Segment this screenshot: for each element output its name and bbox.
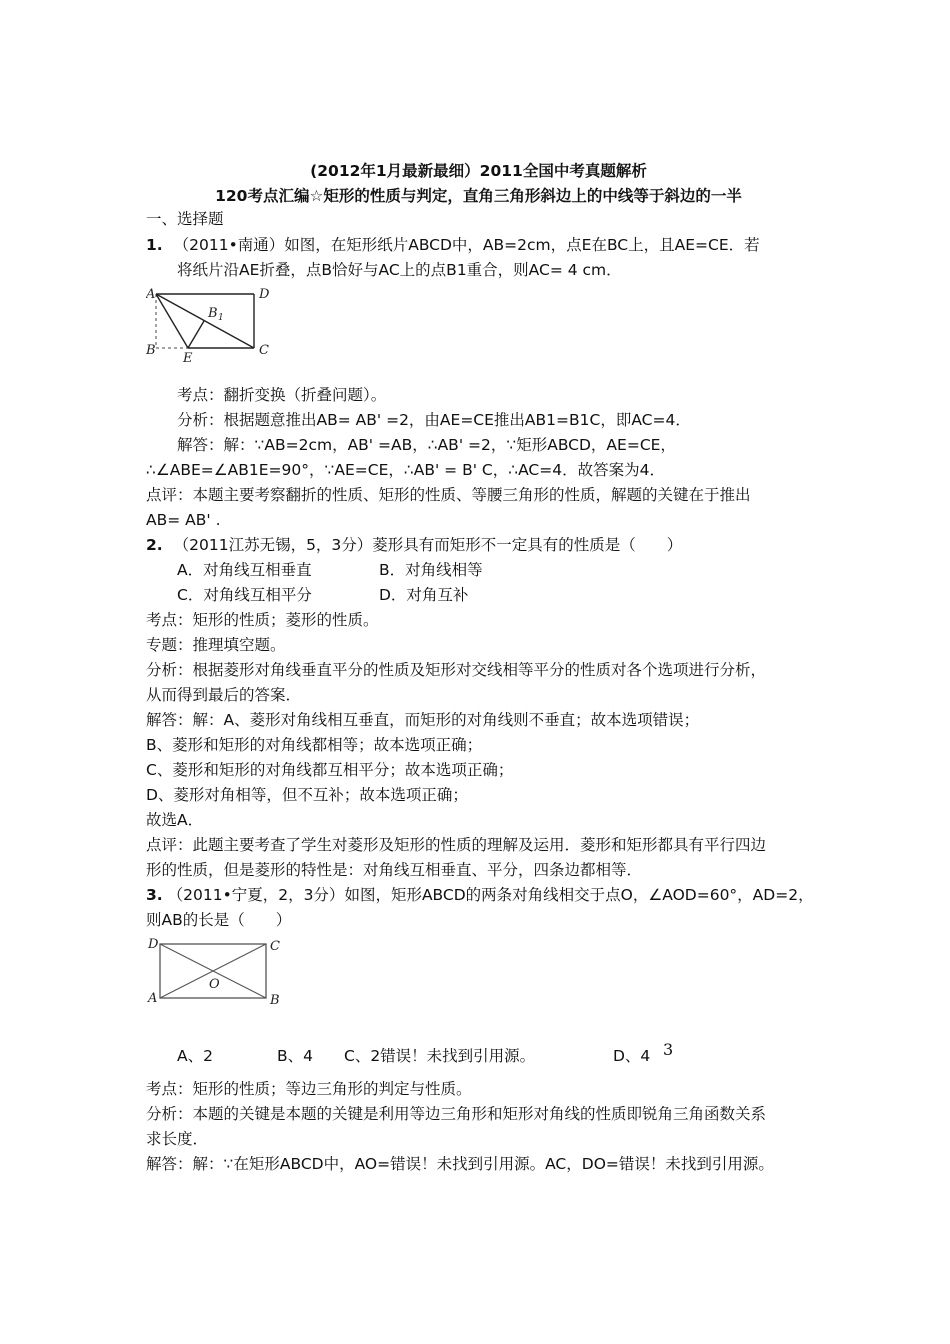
q3-option-b: B、4 <box>277 1047 313 1065</box>
q1-fig-label-e: E <box>183 351 193 366</box>
q3-jieda-line1: 解答：解：∵在矩形ABCD中，AO=错误！未找到引用源。AC，DO=错误！未找到引用源。 <box>146 1155 774 1173</box>
q1-fig-label-b: B <box>146 343 156 358</box>
q3-line1 <box>146 884 814 906</box>
q2-fenxi-line2: 从而得到最后的答案． <box>146 686 302 704</box>
q1-number: 1. <box>146 236 163 254</box>
q3-stem-line1: （2011•宁夏，2，3分）如图，矩形ABCD的两条对角线相交于点O，∠AOD=60°，AD=2， <box>167 886 814 904</box>
q2-dianping-line1: 点评：此题主要考查了学生对菱形及矩形的性质的理解及运用．菱形和矩形都具有平行四边 <box>146 836 767 854</box>
q1-jieda-line1: 解答：解：∵AB=2cm，AB' =AB，∴AB' =2，∵矩形ABCD，AE=CE， <box>177 436 676 454</box>
q2-zhuanti: 专题：推理填空题。 <box>146 636 286 654</box>
q3-stem-line2: 则AB的长是（ ） <box>146 911 292 929</box>
q1-dianping-line1: 点评：本题主要考察翻折的性质、矩形的性质、等腰三角形的性质，解题的关键在于推出 <box>146 486 751 504</box>
q1-kaodian: 考点：翻折变换（折叠问题）。 <box>177 386 387 404</box>
q2-line1 <box>146 534 682 556</box>
q1-stem-line1: （2011•南通）如图，在矩形纸片ABCD中，AB=2cm，点E在BC上，且AE=CE．若 <box>173 236 760 254</box>
q2-jieda-line2: B、菱形和矩形的对角线都相等；故本选项正确； <box>146 736 483 754</box>
q3-stray-three: 3 <box>663 1040 674 1059</box>
q3-fig-label-b: B <box>270 993 280 1008</box>
q1-fig-label-d: D <box>259 287 270 302</box>
q2-option-c: C．对角线互相平分 <box>177 586 312 604</box>
q3-kaodian: 考点：矩形的性质；等边三角形的判定与性质。 <box>146 1080 472 1098</box>
q2-option-b: B．对角线相等 <box>379 561 483 579</box>
doc-subtitle: 120考点汇编☆矩形的性质与判定，直角三角形斜边上的中线等于斜边的一半 <box>215 187 742 205</box>
q1-fig-label-b1-sub: 1 <box>218 313 224 323</box>
section-heading: 一、选择题 <box>146 210 224 228</box>
q3-fig-label-c: C <box>270 939 280 954</box>
q1-fenxi: 分析：根据题意推出AB= AB' =2，由AE=CE推出AB1=B1C，即AC=4． <box>177 411 691 429</box>
q2-dianping-line2: 形的性质，但是菱形的特性是：对角线互相垂直、平分，四条边都相等． <box>146 861 643 879</box>
q3-fenxi-line2: 求长度． <box>146 1130 209 1148</box>
q2-option-d: D．对角互补 <box>379 586 469 604</box>
q2-kaodian: 考点：矩形的性质；菱形的性质。 <box>146 611 379 629</box>
q2-stem: （2011江苏无锡，5，3分）菱形具有而矩形不一定具有的性质是（ ） <box>173 536 683 554</box>
q3-fig-label-o: O <box>209 977 220 992</box>
q3-option-a: A、2 <box>177 1047 213 1065</box>
q2-jieda-line1: 解答：解：A、菱形对角线相互垂直，而矩形的对角线则不垂直；故本选项错误； <box>146 711 700 729</box>
q3-fenxi-line1: 分析：本题的关键是本题的关键是利用等边三角形和矩形对角线的性质即锐角三角函数关系 <box>146 1105 767 1123</box>
q1-fig-label-b1: B <box>208 306 218 321</box>
q3-fig-label-a: A <box>148 991 158 1006</box>
q1-line1 <box>146 234 760 256</box>
q2-jieda-line5: 故选A． <box>146 811 204 829</box>
q1-jieda-line2: ∴∠ABE=∠AB1E=90°，∵AE=CE，∴AB' = B' C，∴AC=4．故答案为4． <box>146 461 665 479</box>
q1-figure <box>146 284 286 370</box>
q2-option-a: A．对角线互相垂直 <box>177 561 312 579</box>
q3-figure <box>146 932 286 1018</box>
doc-title: (2012年1月最新最细）2011全国中考真题解析 <box>310 162 647 180</box>
q3-option-d: D、4 <box>613 1047 651 1065</box>
q3-option-c: C、2错误！未找到引用源。 <box>344 1047 536 1065</box>
q2-jieda-line4: D、菱形对角相等，但不互补；故本选项正确； <box>146 786 468 804</box>
q2-fenxi-line1: 分析：根据菱形对角线垂直平分的性质及矩形对交线相等平分的性质对各个选项进行分析， <box>146 661 767 679</box>
q1-dianping-line2: AB= AB' . <box>146 511 221 529</box>
q3-number: 3. <box>146 886 163 904</box>
q1-fig-label-c: C <box>259 343 269 358</box>
q2-jieda-line3: C、菱形和矩形的对角线都互相平分；故本选项正确； <box>146 761 514 779</box>
q1-stem-line2: 将纸片沿AE折叠，点B恰好与AC上的点B1重合，则AC= 4 cm． <box>177 261 622 279</box>
q3-fig-label-d: D <box>148 937 159 952</box>
q2-number: 2. <box>146 536 163 554</box>
q1-fig-label-a: A <box>146 287 156 302</box>
